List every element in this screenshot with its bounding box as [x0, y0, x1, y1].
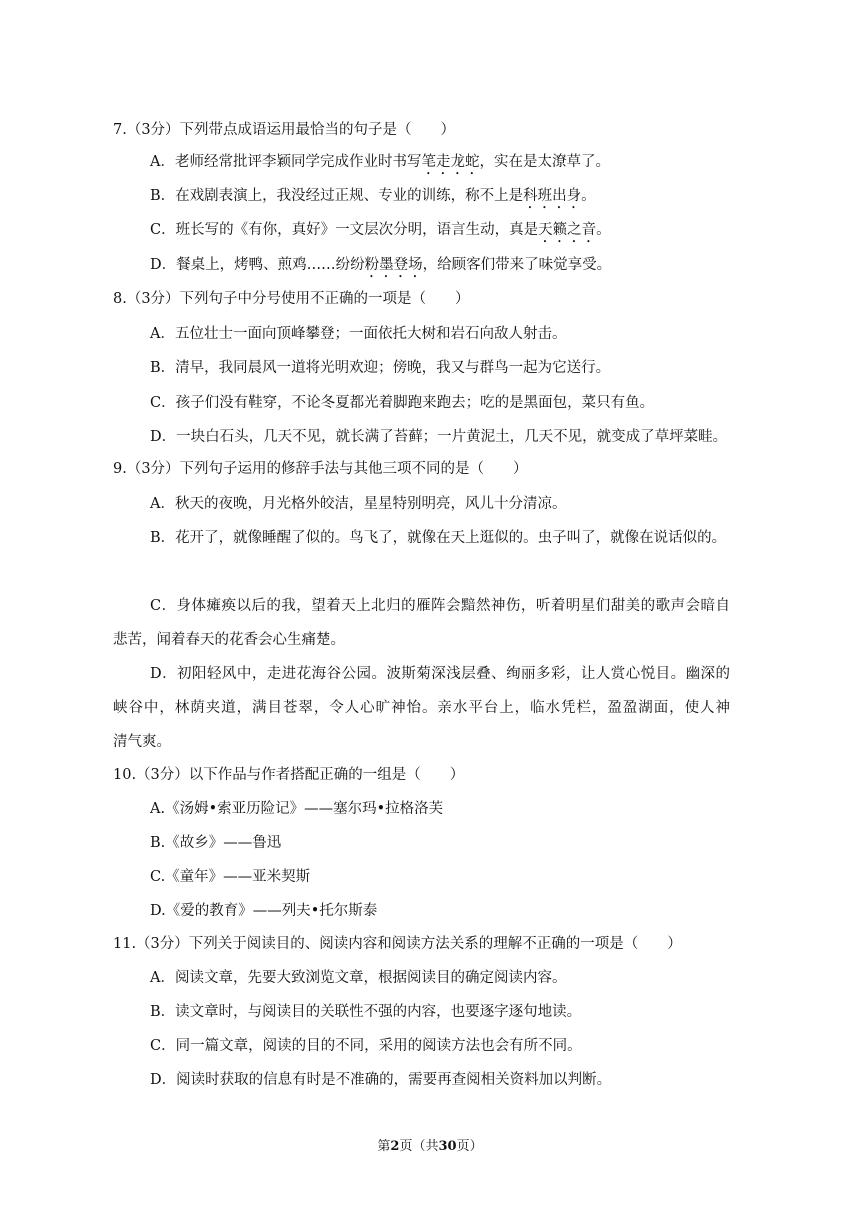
footer-total-pages: 30: [438, 1139, 457, 1154]
dotted-idiom: 笔走龙蛇: [421, 154, 480, 170]
question-10-option-a: A.《汤姆•索亚历险记》——塞尔玛•拉格洛芙: [150, 801, 444, 817]
question-9-option-c: C．身体瘫痪以后的我，望着天上北归的雁阵会黯然神伤，听着明星们甜美的歌声会暗自: [150, 598, 730, 614]
question-9-option-d-continued: 峡谷中，林荫夹道，满目苍翠，令人心旷神怡。亲水平台上，临水凭栏，盈盈湖面，使人神: [113, 700, 730, 716]
option-text: 。: [596, 222, 611, 238]
question-7-stem: 7.（3分）下列带点成语运用最恰当的句子是（ ）: [113, 122, 456, 138]
question-11-stem: 11.（3分）下列关于阅读目的、阅读内容和阅读方法关系的理解不正确的一项是（ ）: [113, 936, 682, 952]
question-9-stem: 9.（3分）下列句子运用的修辞手法与其他三项不同的是（ ）: [113, 461, 528, 477]
option-text: B．在戏剧表演上，我没经过正规、专业的训练，称不上是: [150, 188, 524, 204]
question-9-option-d-end: 清气爽。: [113, 734, 171, 750]
option-text: ，给顾客们带来了味觉享受。: [422, 257, 612, 273]
footer-page-number: 2: [390, 1139, 400, 1154]
footer-suffix: 页）: [456, 1139, 483, 1154]
footer-middle: 页（共: [399, 1139, 439, 1154]
page-footer: [0, 1138, 860, 1156]
option-text: A．老师经常批评李颖同学完成作业时书写: [150, 154, 422, 170]
dotted-idiom: 粉墨登场: [364, 257, 423, 273]
question-7-option-c: [150, 220, 611, 246]
question-11-option-a: A．阅读文章，先要大致浏览文章，根据阅读目的确定阅读内容。: [150, 970, 567, 986]
dotted-idiom: 科班出身: [523, 188, 582, 204]
question-8-option-b: B．清早，我同晨风一道将光明欢迎；傍晚，我又与群鸟一起为它送行。: [150, 360, 611, 376]
question-7-option-a: [150, 152, 610, 178]
option-text: D．餐桌上，烤鸭、煎鸡……纷纷: [150, 257, 365, 273]
question-8-option-c: C．孩子们没有鞋穿，不论冬夏都光着脚跑来跑去；吃的是黑面包，菜只有鱼。: [150, 395, 655, 411]
question-9-option-c-continued: 悲苦，闻着春天的花香会心生痛楚。: [113, 632, 345, 648]
question-9-option-a: A．秋天的夜晚，月光格外皎洁，星星特别明亮，风儿十分清凉。: [150, 496, 567, 512]
question-9-option-b: B．花开了，就像睡醒了似的。鸟飞了，就像在天上逛似的。虫子叫了，就像在说话似的。: [150, 530, 727, 546]
question-9-option-d: D．初阳轻风中，走进花海谷公园。波斯菊深浅层叠、绚丽多彩，让人赏心悦目。幽深的: [150, 666, 730, 682]
option-text: C．班长写的《有你，真好》一文层次分明，语言生动，真是: [150, 222, 539, 238]
question-11-option-b: B．读文章时，与阅读目的关联性不强的内容，也要逐字逐句地读。: [150, 1004, 582, 1020]
question-10-option-c: C.《童年》——亚米契斯: [150, 869, 311, 885]
question-10-stem: 10.（3分）以下作品与作者搭配正确的一组是（ ）: [113, 767, 465, 783]
question-7-option-b: [150, 186, 596, 212]
question-11-option-d: D．阅读时获取的信息有时是不准确的，需要再查阅相关资料加以判断。: [150, 1072, 612, 1088]
dotted-idiom: 天籁之音: [538, 222, 597, 238]
footer-prefix: 第: [377, 1139, 391, 1154]
question-7-option-d: [150, 255, 611, 281]
question-10-option-b: B.《故乡》——鲁迅: [150, 835, 282, 851]
question-10-option-d: D.《爱的教育》——列夫•托尔斯泰: [150, 903, 378, 919]
option-text: ，实在是太潦草了。: [479, 154, 610, 170]
question-8-stem: 8.（3分）下列句子中分号使用不正确的一项是（ ）: [113, 291, 470, 307]
question-8-option-a: A．五位壮士一面向顶峰攀登；一面依托大树和岩石向敌人射击。: [150, 326, 567, 342]
question-8-option-d: D．一块白石头，几天不见，就长满了苔藓；一片黄泥土，几天不见，就变成了草坪菜畦。: [150, 429, 728, 445]
question-11-option-c: C．同一篇文章，阅读的目的不同，采用的阅读方法也会有所不同。: [150, 1038, 582, 1054]
option-text: 。: [581, 188, 596, 204]
